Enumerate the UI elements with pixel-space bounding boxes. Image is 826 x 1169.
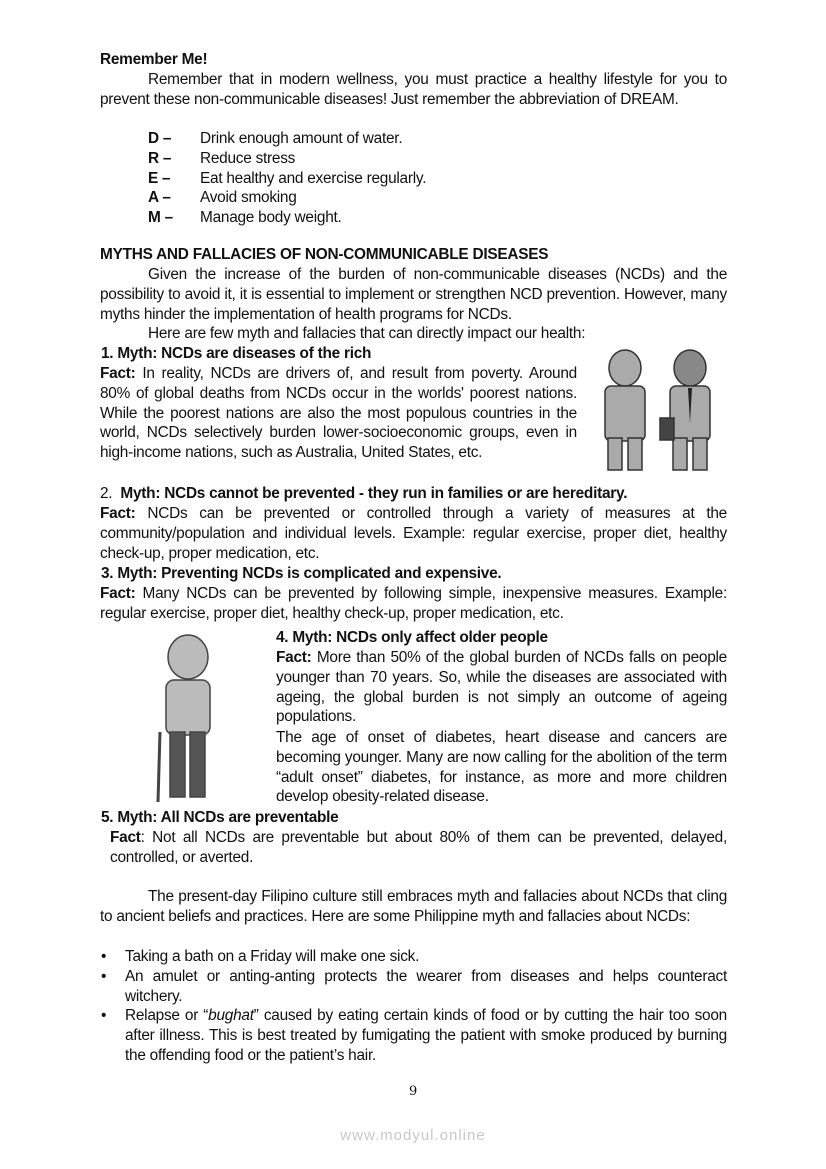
myth-4-fact [276,648,727,727]
dream-letter: E – [148,169,171,187]
old-man-illustration [148,632,228,807]
dream-item [148,208,426,228]
bullet-icon: • [101,1007,107,1025]
dream-list [148,129,426,228]
myth-3-fact [100,584,727,624]
myth-1-title: 1. Myth: NCDs are diseases of the rich [101,345,372,362]
dream-item [148,149,426,169]
myth-5-fact [110,828,727,868]
fact-label: Fact: [100,585,136,602]
myth-1-fact [100,364,577,463]
bullet-text-post: ” caused by eating certain kinds of food or by cutting the hair too soon after illness. This is best treated by fumigating the patient with smoke produced by burning the offending food or the patient’s hair. [125,1007,727,1064]
myths-intro-2: Here are few myth and fallacies that can directly impact our health: [148,325,586,342]
fact-label: Fact [110,829,141,846]
filipino-intro: The present-day Filipino culture still embraces myth and fallacies about NCDs that cling to ancient beliefs and practices. Here are some Philippine myth and fallacies about NCDs: [100,888,727,925]
myth-text: Myth: NCDs cannot be prevented - they run in families or are hereditary. [120,485,628,502]
fact-label: Fact: [276,649,312,666]
dream-letter: D – [148,130,172,147]
fact-label: Fact: [100,505,136,522]
myth-3-title: 3. Myth: Preventing NCDs is complicated and expensive. [101,565,502,582]
bullet-item [101,947,727,967]
myth-4-title: 4. Myth: NCDs only affect older people [276,629,548,646]
dream-text: Drink enough amount of water. [200,130,403,147]
myths-title: MYTHS AND FALLACIES OF NON-COMMUNICABLE DISEASES [100,246,549,263]
dream-text: Avoid smoking [200,189,297,207]
dream-item [148,188,426,208]
filipino-bullets [101,947,727,1066]
fact-text: NCDs can be prevented or controlled through a variety of measures at the community/population and individual levels. Example: regular exercise, proper diet, healthy check-up, proper medication, etc. [100,505,727,562]
myth-4-extra: The age of onset of diabetes, heart disease and cancers are becoming younger. Many are now calling for the abolition of the term “adult onset” diabetes, for instance, as more and more children develop obesity-related disease. [276,729,727,806]
fact-text: : Not all NCDs are preventable but about 80% of them can be prevented, delayed, controlled, or averted. [110,829,727,866]
myth-2-fact [100,504,727,563]
bullet-text: Taking a bath on a Friday will make one sick. [125,948,420,965]
bullet-item [101,1006,727,1065]
fact-text: In reality, NCDs are drivers of, and result from poverty. Around 80% of global deaths from NCDs occur in the worlds' poorest nations. While the poorest nations are also the most populous countries in the world, NCDs selectively burden lower-socioeconomic groups, even in high-income nations, such as Australia, United States, etc. [100,365,577,462]
dream-text: Manage body weight. [200,209,342,227]
bullet-text-pre: Relapse or “ [125,1007,209,1025]
myths-intro: Given the increase of the burden of non-communicable diseases (NCDs) and the possibility to avoid it, it is essential to implement or strengthen NCD prevention. However, many myths hinder the implementation of health programs for NCDs. [100,266,727,323]
fact-label: Fact: [100,365,136,382]
myth-2-title [100,484,627,504]
two-men-illustration [590,348,730,478]
remember-intro: Remember that in modern wellness, you must practice a healthy lifestyle for you to prevent these non-communicable diseases! Just remember the abbreviation of DREAM. [100,71,727,108]
remember-title: Remember Me! [100,51,208,68]
bullet-text: An amulet or anting-anting protects the wearer from diseases and helps counteract witchery. [125,967,727,1005]
fact-text: More than 50% of the global burden of NCDs falls on people younger than 70 years. So, while the diseases are associated with ageing, the global burden is not simply an outcome of ageing populations. [276,649,727,726]
dream-letter: A – [148,189,171,207]
dream-text: Eat healthy and exercise regularly. [200,169,427,187]
bullet-text [125,1006,727,1065]
bughat-term: bughat [208,1007,254,1025]
bullet-item [101,967,727,1007]
page-number: 9 [408,1084,418,1099]
myth-number: 2. [100,485,113,502]
bullet-icon: • [101,967,107,985]
dream-item [148,169,426,189]
dream-item [148,129,426,149]
dream-letter: R – [148,149,172,167]
myth-5-title: 5. Myth: All NCDs are preventable [101,809,339,826]
watermark: www.modyul.online [340,1127,486,1144]
fact-text: Many NCDs can be prevented by following simple, inexpensive measures. Example: regular exercise, proper diet, healthy check-up, proper medication, etc. [100,585,727,622]
dream-text: Reduce stress [200,149,296,167]
dream-letter: M – [148,209,173,227]
bullet-icon: • [101,948,107,965]
